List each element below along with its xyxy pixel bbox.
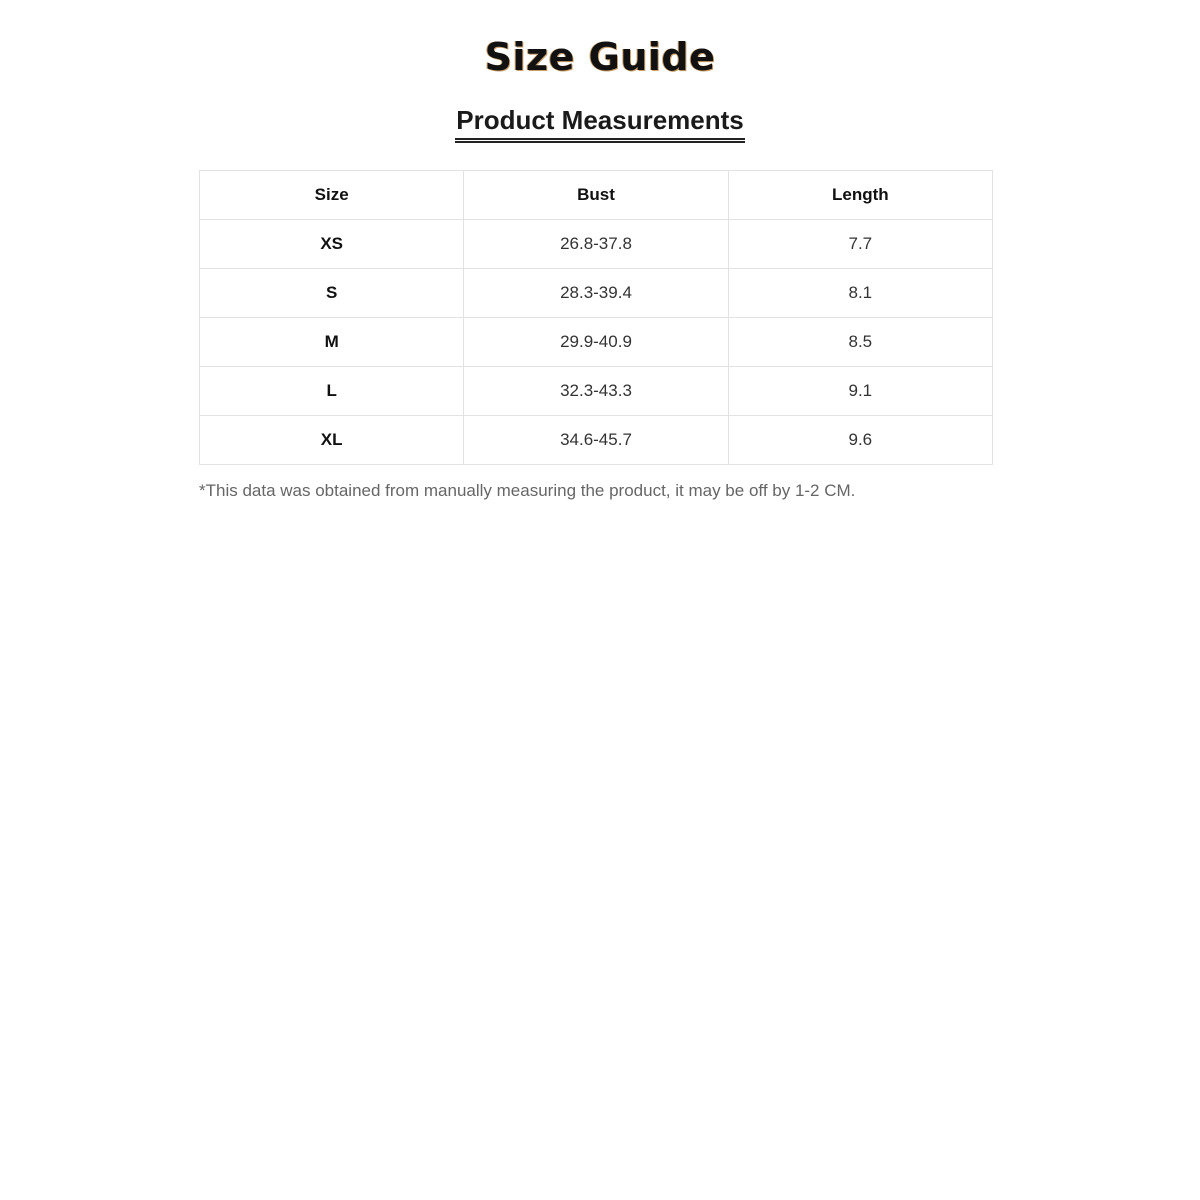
column-header-bust: Bust bbox=[464, 171, 728, 220]
bust-cell: 28.3-39.4 bbox=[464, 269, 728, 318]
size-cell: M bbox=[200, 318, 464, 367]
length-cell: 7.7 bbox=[728, 220, 992, 269]
table-header bbox=[200, 171, 993, 220]
size-cell: L bbox=[200, 367, 464, 416]
column-header-length: Length bbox=[728, 171, 992, 220]
size-cell: S bbox=[200, 269, 464, 318]
length-cell: 8.5 bbox=[728, 318, 992, 367]
length-cell: 9.1 bbox=[728, 367, 992, 416]
table-row bbox=[200, 416, 993, 465]
table-body bbox=[200, 220, 993, 465]
column-header-size: Size bbox=[200, 171, 464, 220]
size-cell: XS bbox=[200, 220, 464, 269]
bust-cell: 29.9-40.9 bbox=[464, 318, 728, 367]
section-title: Product Measurements bbox=[455, 104, 745, 143]
bust-cell: 32.3-43.3 bbox=[464, 367, 728, 416]
table-row bbox=[200, 269, 993, 318]
table-row bbox=[200, 318, 993, 367]
size-table bbox=[199, 170, 993, 465]
bust-cell: 34.6-45.7 bbox=[464, 416, 728, 465]
table-row bbox=[200, 367, 993, 416]
size-cell: XL bbox=[200, 416, 464, 465]
length-cell: 9.6 bbox=[728, 416, 992, 465]
length-cell: 8.1 bbox=[728, 269, 992, 318]
section-title-container bbox=[0, 104, 1200, 143]
page-title: Size Guide bbox=[484, 35, 716, 79]
bust-cell: 26.8-37.8 bbox=[464, 220, 728, 269]
table-row bbox=[200, 220, 993, 269]
table-header-row bbox=[200, 171, 993, 220]
measurement-footnote: *This data was obtained from manually measuring the product, it may be off by 1-2 CM. bbox=[199, 481, 856, 500]
